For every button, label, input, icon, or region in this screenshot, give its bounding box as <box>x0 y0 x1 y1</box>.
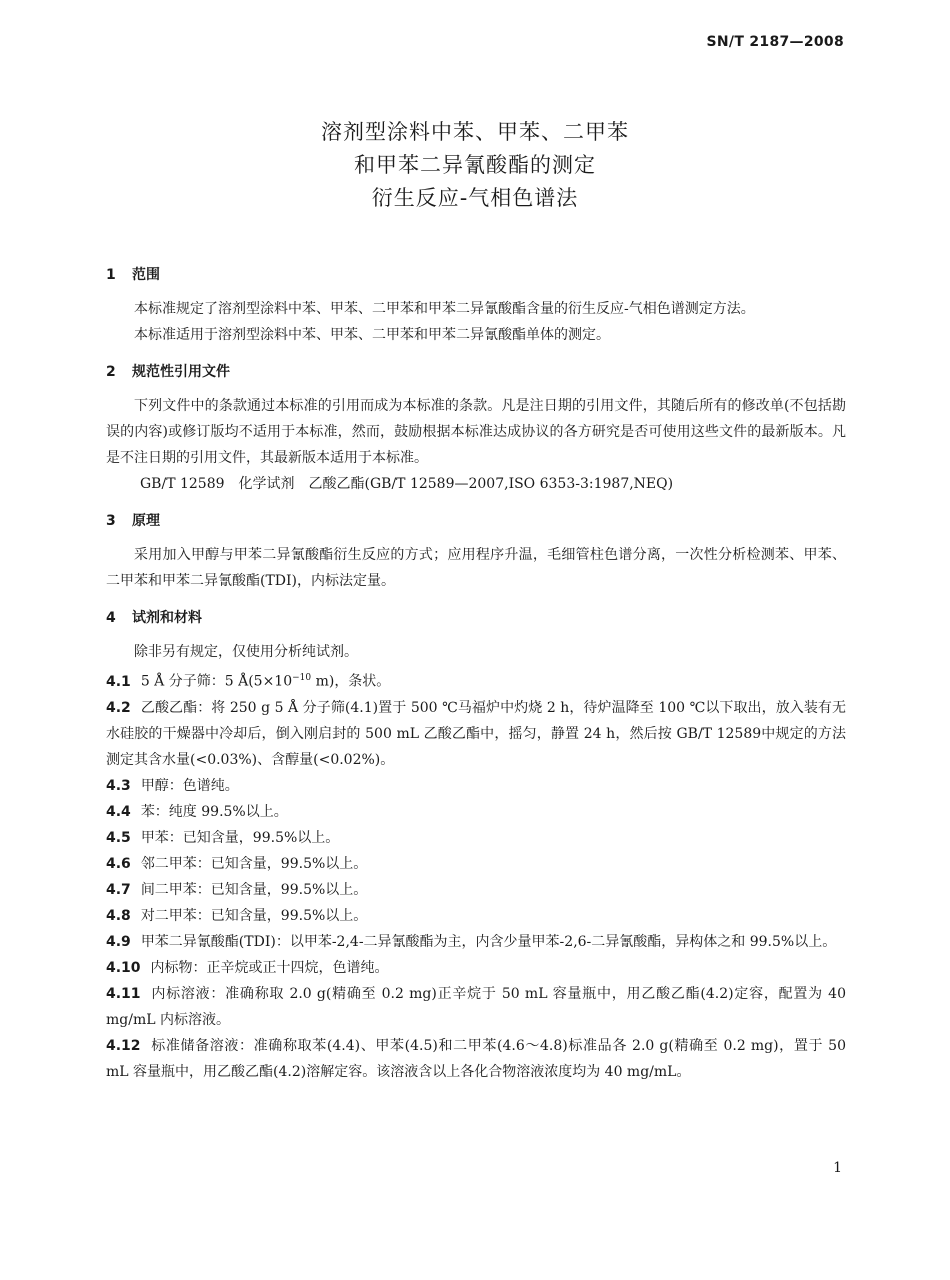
item-text: 标准储备溶液：准确称取苯(4.4)、甲苯(4.5)和二甲苯(4.6～4.8)标准品各 2.0 g(精确至 0.2 mg)，置于 50 mL 容量瓶中，用乙酸乙酯(4.2)溶解定容。该溶液含以上各化合物溶液浓度均为 40 mg/mL。 <box>106 1037 846 1080</box>
paragraph: 本标准规定了溶剂型涂料中苯、甲苯、二甲苯和甲苯二异氰酸酯含量的衍生反应-气相色谱测定方法。 <box>134 301 755 317</box>
list-item <box>106 955 846 981</box>
list-item <box>106 929 846 955</box>
list-item <box>106 665 846 695</box>
section-title: 试剂和材料 <box>132 610 202 626</box>
section-number: 2 <box>106 364 116 380</box>
item-number: 4.3 <box>106 777 131 794</box>
document-title <box>0 116 950 215</box>
item-text: 苯：纯度 99.5%以上。 <box>140 803 288 820</box>
item-number: 4.1 <box>106 673 131 690</box>
item-text: 内标溶液：准确称取 2.0 g(精确至 0.2 mg)正辛烷于 50 mL 容量瓶中，用乙酸乙酯(4.2)定容，配置为 40 mg/mL 内标溶液。 <box>106 985 846 1028</box>
section-number: 1 <box>106 267 116 283</box>
item-number: 4.6 <box>106 855 131 872</box>
item-number: 4.2 <box>106 699 131 716</box>
section-heading-reagents <box>106 605 846 631</box>
paragraph: 除非另有规定，仅使用分析纯试剂。 <box>134 644 358 660</box>
list-item <box>106 981 846 1033</box>
item-text: 甲苯：已知含量，99.5%以上。 <box>140 829 340 846</box>
item-number: 4.7 <box>106 881 131 898</box>
item-text: 内标物：正辛烷或正十四烷，色谱纯。 <box>150 959 389 976</box>
list-item <box>106 695 846 773</box>
section-heading-principle <box>106 508 846 534</box>
item-superscript: −10 <box>292 673 312 683</box>
item-text: 甲醇：色谱纯。 <box>140 777 239 794</box>
list-item <box>106 825 846 851</box>
paragraph: 本标准适用于溶剂型涂料中苯、甲苯、二甲苯和甲苯二异氰酸酯单体的测定。 <box>134 327 610 343</box>
title-line-3: 衍生反应-气相色谱法 <box>371 186 579 210</box>
list-item <box>106 1033 846 1085</box>
item-text: 对二甲苯：已知含量，99.5%以上。 <box>140 907 368 924</box>
section-heading-scope <box>106 262 846 288</box>
item-text: m)，条状。 <box>311 673 391 690</box>
item-text: 间二甲苯：已知含量，99.5%以上。 <box>140 881 368 898</box>
paragraph: 采用加入甲醇与甲苯二异氰酸酯衍生反应的方式；应用程序升温，毛细管柱色谱分离，一次性分析检测苯、甲苯、二甲苯和甲苯二异氰酸酯(TDI)，内标法定量。 <box>106 547 846 589</box>
list-item <box>106 773 846 799</box>
title-line-2: 和甲苯二异氰酸酯的测定 <box>354 153 596 177</box>
item-number: 4.12 <box>106 1037 141 1054</box>
section-number: 3 <box>106 513 116 529</box>
item-text: 甲苯二异氰酸酯(TDI)：以甲苯-2,4-二异氰酸酯为主，内含少量甲苯-2,6-二异氰酸酯，异构体之和 99.5%以上。 <box>140 933 837 950</box>
page-number: 1 <box>833 1160 842 1176</box>
paragraph: 下列文件中的条款通过本标准的引用而成为本标准的条款。凡是注日期的引用文件，其随后所有的修改单(不包括勘误的内容)或修订版均不适用于本标准，然而，鼓励根据本标准达成协议的各方研究是否可使用这些文件的最新版本。凡是不注日期的引用文件，其最新版本适用于本标准。 <box>106 398 846 466</box>
reference-entry: GB/T 12589 化学试剂 乙酸乙酯(GB/T 12589—2007,ISO 6353-3:1987,NEQ) <box>140 476 674 492</box>
item-number: 4.4 <box>106 803 131 820</box>
list-item <box>106 851 846 877</box>
section-heading-normative-references <box>106 359 846 385</box>
list-item <box>106 799 846 825</box>
item-number: 4.10 <box>106 959 141 976</box>
section-number: 4 <box>106 610 116 626</box>
standard-code: SN/T 2187—2008 <box>706 34 844 50</box>
document-body <box>106 262 846 1085</box>
section-title: 原理 <box>132 513 160 529</box>
item-number: 4.11 <box>106 985 141 1002</box>
section-title: 范围 <box>132 267 160 283</box>
item-text: 邻二甲苯：已知含量，99.5%以上。 <box>140 855 368 872</box>
item-text: 5 Å 分子筛：5 Å(5×10 <box>140 673 293 690</box>
title-line-1: 溶剂型涂料中苯、甲苯、二甲苯 <box>321 120 629 144</box>
item-number: 4.8 <box>106 907 131 924</box>
list-item <box>106 877 846 903</box>
item-text: 乙酸乙酯：将 250 g 5 Å 分子筛(4.1)置于 500 ℃马福炉中灼烧 2 h，待炉温降至 100 ℃以下取出，放入装有无水硅胶的干燥器中冷却后，倒入刚启封的 500 mL 乙酸乙酯中，摇匀，静置 24 h，然后按 GB/T 12589中规定的方法测定其含水量(<0.03%)、含醇量(<0.02%)。 <box>106 699 846 768</box>
item-number: 4.5 <box>106 829 131 846</box>
section-title: 规范性引用文件 <box>132 364 230 380</box>
item-number: 4.9 <box>106 933 131 950</box>
list-item <box>106 903 846 929</box>
